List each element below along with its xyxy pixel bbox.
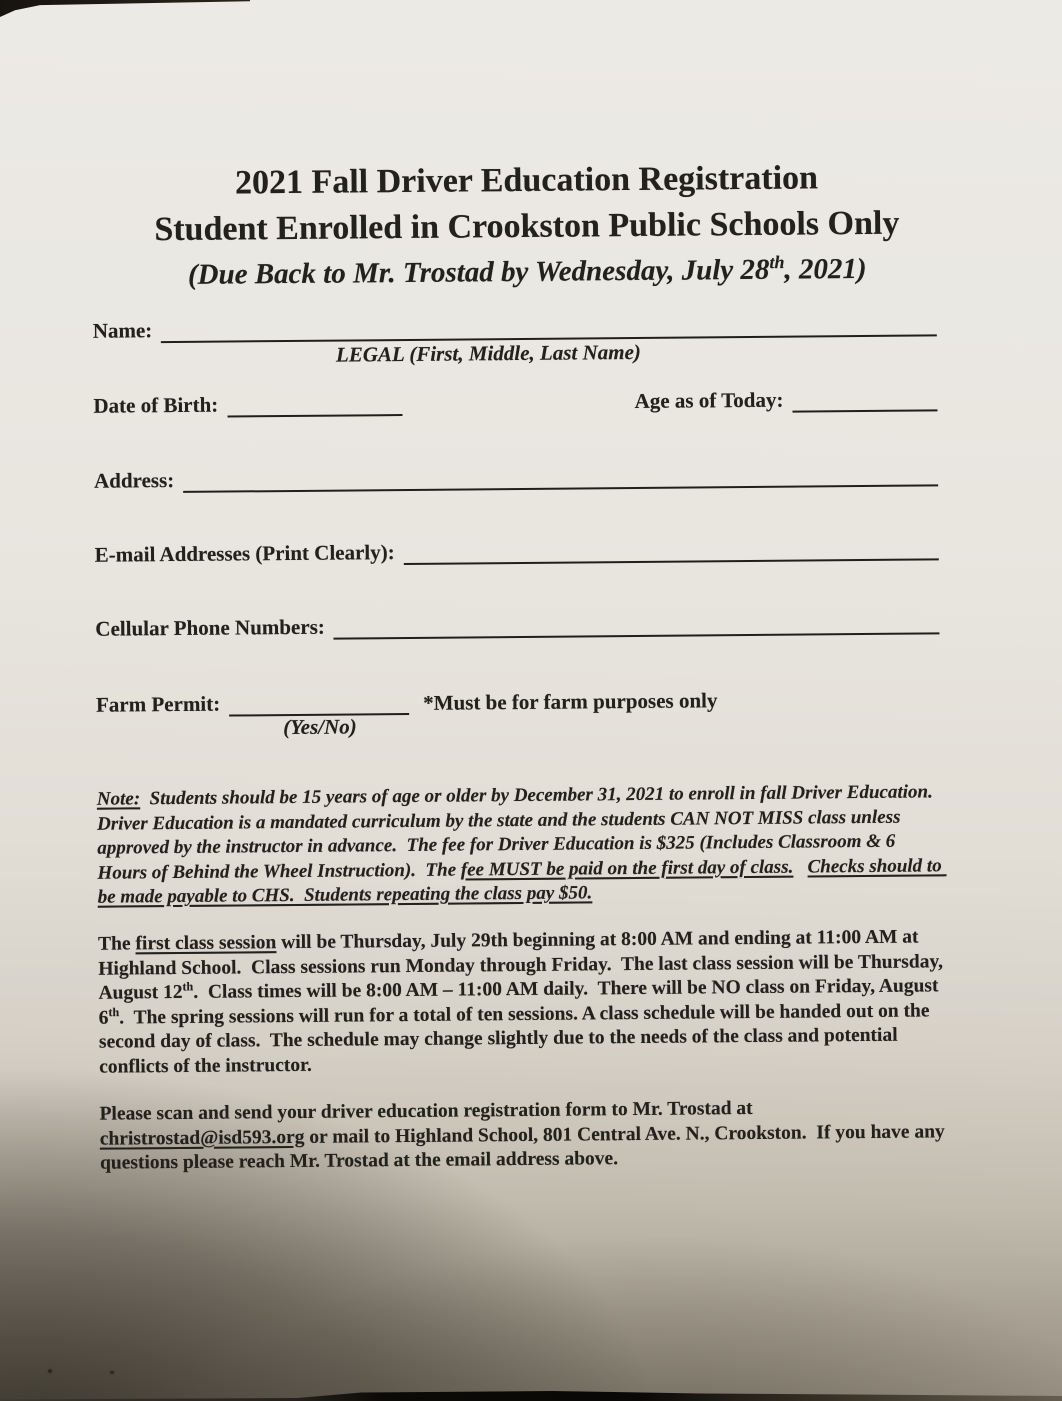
contact-paragraph — [99, 1095, 950, 1176]
form-title-block — [6, 153, 1047, 298]
farm-permit-field-row — [96, 684, 940, 717]
address-field-row — [94, 460, 938, 493]
schedule-text-mid1: will be Thursday, July 29th beginning at 8:00 AM and ending at 11:00 AM at Highland School. Class sessions run Monday through Friday. The last class session will be Thursday, August 12 — [98, 926, 947, 1004]
farm-permit-field-label: Farm Permit: — [95, 691, 221, 717]
address-field-label: Address: — [93, 468, 175, 493]
contact-text-end: or mail to Highland School, 801 Central Ave. N., Crookston. If you have any questions please reach Mr. Trostad at the email address above. — [99, 1120, 950, 1174]
row-spacer — [402, 414, 634, 416]
form-title-line1: 2021 Fall Driver Education Registration — [234, 159, 819, 202]
note-fee-underlined-text: fee MUST be paid on the first day of class. — [460, 856, 794, 881]
first-class-session-underlined-text: first class session — [135, 932, 277, 955]
note-checks-underlined-text: Checks should to be made payable to CHS. Students repeating the class pay $50. — [97, 854, 947, 908]
schedule-text-end: . The spring sessions will run for a total of ten sessions. A class schedule will be handed out on the second day of class. The schedule may change slightly due to the needs of the class and potential conflicts of the instructor. — [98, 1000, 935, 1078]
note-paragraph — [96, 780, 947, 910]
phone-blank-line — [334, 608, 940, 639]
schedule-text-start: The — [98, 933, 136, 955]
name-blank-line — [161, 310, 937, 343]
phone-field-label: Cellular Phone Numbers: — [95, 614, 325, 641]
name-field-label: Name: — [92, 318, 153, 343]
name-legal-hint: LEGAL (First, Middle, Last Name) — [335, 339, 641, 367]
due-date-year: , 2021) — [784, 252, 867, 286]
phone-field-row — [95, 608, 939, 641]
note-body-text: Students should be 15 years of age or older by December 31, 2021 to enroll in fall Driver Education. Driver Education is a mandated curriculum by the state and the students CAN NOT MISS class unless approved by the instructor in advance. The fee for Driver Education is $325 (Includes Classroom & 6 Hours of Behind the Wheel Instruction). The — [96, 781, 943, 884]
email-address-underlined-text: christrostad@isd593.org — [99, 1126, 305, 1150]
schedule-text-mid2: . Class times will be 8:00 AM – 11:00 AM daily. There will be NO class on Friday, August 6 — [98, 975, 944, 1029]
note-label: Note: — [96, 788, 141, 810]
dob-blank-line — [227, 390, 402, 418]
contact-text-start: Please scan and send your driver education registration form to Mr. Trostad at — [99, 1097, 758, 1125]
august6-ordinal-suffix: th — [108, 1004, 120, 1019]
due-date-text: (Due Back to Mr. Trostad by Wednesday, July 28 — [187, 253, 770, 291]
farm-permit-yes-no-hint: (Yes/No) — [283, 714, 357, 740]
note-gap — [793, 856, 807, 877]
form-title-line2: Student Enrolled in Crookston Public Schools Only — [154, 204, 900, 249]
dob-age-field-row — [93, 385, 937, 418]
farm-permit-blank-line — [229, 689, 409, 717]
age-blank-line — [792, 385, 937, 412]
paper-speck — [110, 1371, 114, 1374]
due-date-ordinal-suffix: th — [769, 252, 785, 273]
age-field-label: Age as of Today: — [634, 387, 784, 413]
form-due-date-line — [7, 245, 1047, 298]
address-blank-line — [183, 460, 938, 493]
august12-ordinal-suffix: th — [182, 979, 194, 994]
email-blank-line — [404, 534, 939, 565]
paper-speck — [48, 1369, 52, 1373]
email-field-label: E-mail Addresses (Print Clearly): — [94, 540, 395, 567]
email-field-row — [95, 534, 939, 567]
name-field-row — [93, 310, 937, 343]
schedule-paragraph — [98, 925, 949, 1080]
farm-permit-star-note: *Must be for farm purposes only — [423, 688, 718, 715]
dob-field-label: Date of Birth: — [93, 392, 219, 418]
